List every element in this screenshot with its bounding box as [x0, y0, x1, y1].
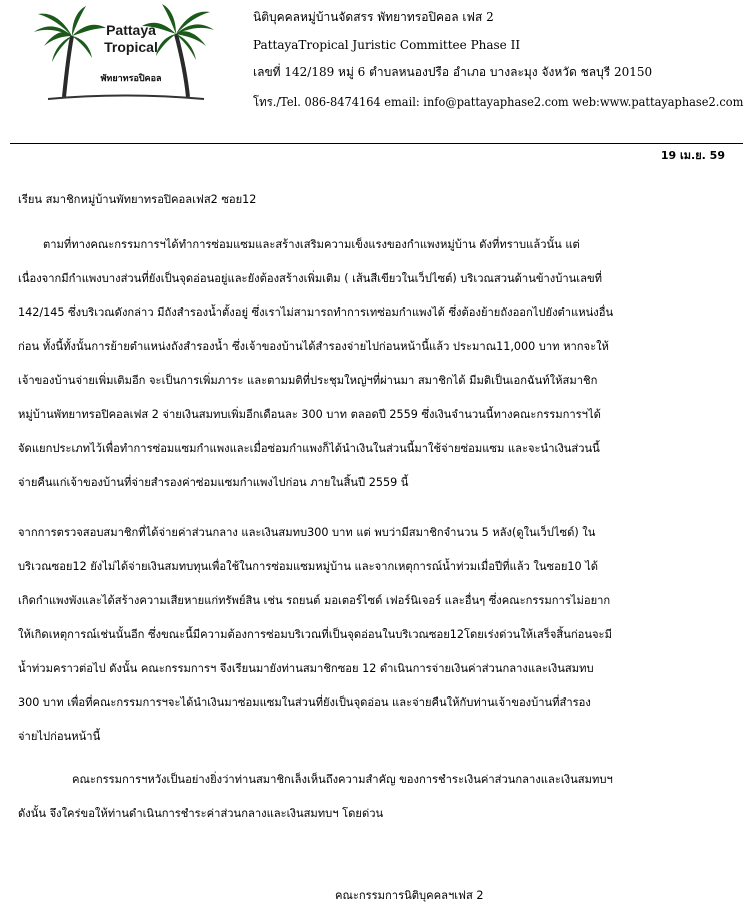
paragraph1-line: ก่อน ทั้งนี้ทั้งนั้นการย้ายตำแหน่งถังสำรองน้ำ ซึ่งเจ้าของบ้านได้สำรองจ่ายไปก่อนหน้านี้แล้ว ประมาณ11,000 บาท หากจะให้	[18, 340, 609, 353]
letter-salutation: เรียน สมาชิกหมู่บ้านพัทยาทรอปิคอลเฟส2 ซอย12	[18, 193, 257, 206]
paragraph2-line: 300 บาท เพื่อที่คณะกรรมการฯจะได้นำเงินมาซ่อมแซมในส่วนที่ยังเป็นจุดอ่อน และจ่ายคืนให้กับท่านเจ้าของบ้านที่สำรอง	[18, 696, 591, 709]
paragraph1-line: 142/145 ซึ่งบริเวณดังกล่าว มีถังสำรองน้ำตั้งอยู่ ซึ่งเราไม่สามารถทำการเทซ่อมกำแพงได้ ซึ่งต้องย้ายถังออกไปยังตำแหน่งอื่น	[18, 306, 614, 319]
paragraph1-line: เจ้าของบ้านจ่ายเพิ่มเติมอีก จะเป็นการเพิ่มภาระ และตามมติที่ประชุมใหญ่ฯที่ผ่านมา สมาชิกได้ มีมติเป็นเอกฉันท์ให้สมาชิก	[18, 374, 598, 387]
header-address: เลขที่ 142/189 หมู่ 6 ตำบลหนองปรือ อำเภอ บางละมุง จังหวัด ชลบุรี 20150	[253, 65, 653, 79]
paragraph2-line: บริเวณซอย12 ยังไม่ได้จ่ายเงินสมทบทุนเพื่อใช้ในการซ่อมแซมหมู่บ้าน และจากเหตุการณ์น้ำท่วมเมื่อปีที่แล้ว ในซอย10 ได้	[18, 560, 599, 573]
paragraph2-line: ให้เกิดเหตุการณ์เช่นนั้นอีก ซึ่งขณะนี้มีความต้องการซ่อมบริเวณที่เป็นจุดอ่อนในบริเวณซอย12โดยเร่งด่วนให้เสร็จสิ้นก่อนจะมี	[18, 628, 612, 641]
header-org-english: PattayaTropical Juristic Committee Phase II	[253, 38, 521, 52]
paragraph3-line: คณะกรรมการฯหวังเป็นอย่างยิ่งว่าท่านสมาชิกเล็งเห็นถึงความสำคัญ ของการชำระเงินค่าส่วนกลางและเงินสมทบฯ	[72, 773, 613, 786]
paragraph1-line: จ่ายคืนแก่เจ้าของบ้านที่จ่ายสำรองค่าซ่อมแซมกำแพงไปก่อน ภายในสิ้นปี 2559 นี้	[18, 476, 409, 489]
paragraph2-line: จากการตรวจสอบสมาชิกที่ได้จ่ายค่าส่วนกลาง และเงินสมทบ300 บาท แต่ พบว่ามีสมาชิกจำนวน 5 หลัง(ดูในเว็ปไซด์) ใน	[18, 526, 596, 539]
village-logo	[28, 2, 218, 102]
header-divider	[10, 143, 743, 144]
paragraph2-line: น้ำท่วมคราวต่อไป ดังนั้น คณะกรรมการฯ จึงเรียนมายังท่านสมาชิกซอย 12 ดำเนินการจ่ายเงินค่าส่วนกลางและเงินสมทบ	[18, 662, 594, 675]
logo-title-line1: Pattaya	[106, 22, 156, 38]
paragraph1-line: เนื่องจากมีกำแพงบางส่วนที่ยังเป็นจุดอ่อนอยู่และยังต้องสร้างเพิ่มเติม ( เส้นสีเขียวในเว็ปไซต์) บริเวณสวนด้านข้างบ้านเลขที่	[18, 272, 602, 285]
logo-subtitle: พัทยาทรอปิคอล	[100, 74, 162, 84]
logo-title-line2: Tropical	[104, 39, 158, 55]
paragraph2-line: เกิดกำแพงพังและได้สร้างความเสียหายแก่ทรัพย์สิน เช่น รถยนต์ มอเตอร์ไซด์ เฟอร์นิเจอร์ และอื่นๆ ซึ่งคณะกรรมการไม่อยาก	[18, 594, 611, 607]
header-contact: โทร./Tel. 086-8474164 email: info@pattayaphase2.com web:www.pattayaphase2.com	[253, 95, 744, 109]
paragraph3-line: ดังนั้น จึงใคร่ขอให้ท่านดำเนินการชำระค่าส่วนกลางและเงินสมทบฯ โดยด่วน	[18, 807, 384, 820]
header-org-thai: นิติบุคคลหมู่บ้านจัดสรร พัทยาทรอปิคอล เฟส 2	[253, 10, 494, 24]
paragraph2-line: จ่ายไปก่อนหน้านี้	[18, 730, 101, 743]
letter-date: 19 เม.ย. 59	[660, 149, 725, 162]
paragraph1-line: หมู่บ้านพัทยาทรอปิคอลเฟส 2 จ่ายเงินสมทบเพิ่มอีกเดือนละ 300 บาท ตลอดปี 2559 ซึ่งเงินจำนวนนี้ทางคณะกรรมการฯได้	[18, 408, 601, 421]
paragraph1-line: จัดแยกประเภทไว้เพื่อทำการซ่อมแซมกำแพงและเมื่อซ่อมกำแพงก็ได้นำเงินในส่วนนี้มาใช้จ่ายซ่อมแซม และจะนำเงินส่วนนี้	[18, 442, 600, 455]
letter-signature: คณะกรรมการนิติบุคคลฯเฟส 2	[335, 889, 484, 902]
paragraph1-line: ตามที่ทางคณะกรรมการฯได้ทำการซ่อมแซมและสร้างเสริมความเข็งแรงของกำแพงหมู่บ้าน ดังที่ทราบแล้วนั้น แต่	[43, 238, 580, 251]
